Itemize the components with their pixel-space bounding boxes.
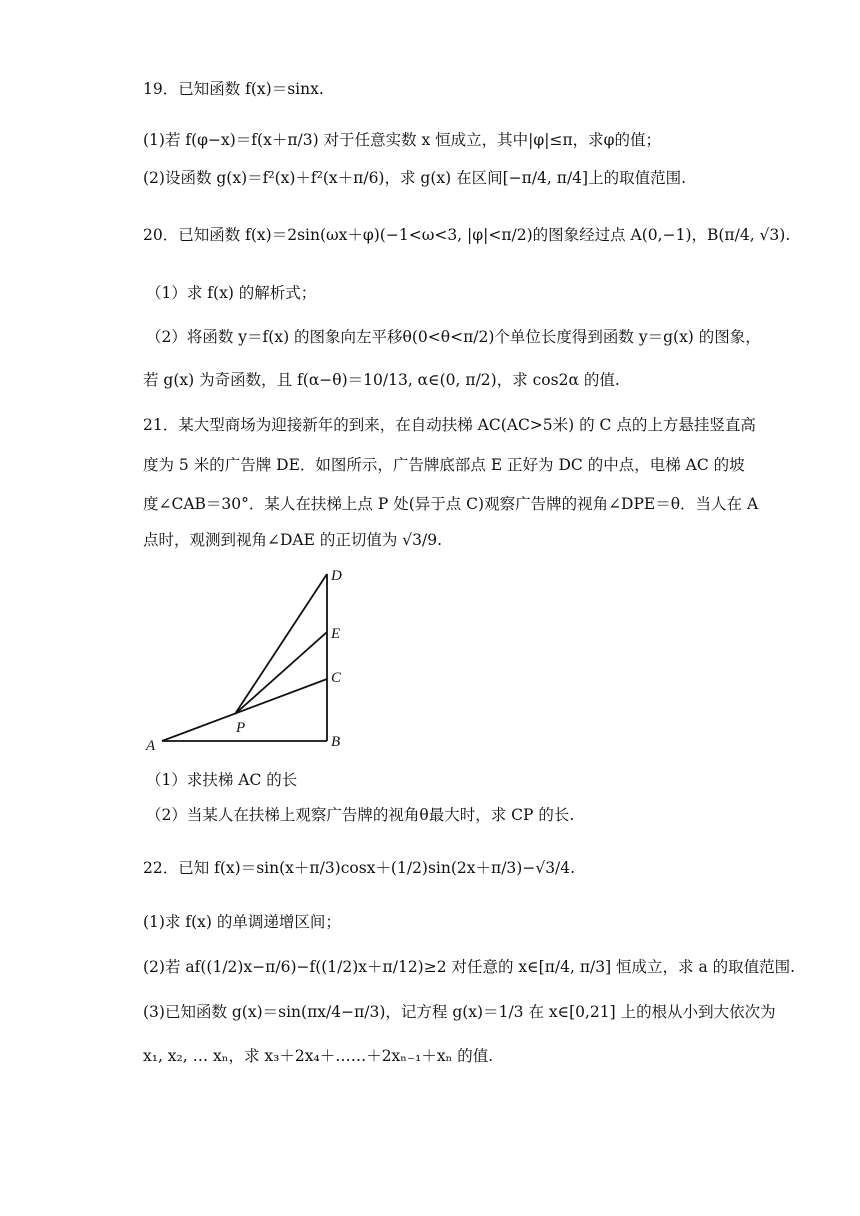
q22-stem: 22．已知 f(x)＝sin(x＋π/3)cosx＋(1/2)sin(2x＋π/3)−√3/4. (143, 859, 576, 877)
label-a: A (146, 738, 156, 754)
label-b: B (331, 734, 341, 750)
q19-stem: 19．已知函数 f(x)＝sinx. (143, 80, 324, 98)
q22-part3-line2: x₁, x₂, … xₙ，求 x₃＋2x₄＋……＋2xₙ₋₁＋xₙ 的值. (143, 1047, 494, 1065)
q21-part2: （2）当某人在扶梯上观察广告牌的视角θ最大时，求 CP 的长. (146, 806, 575, 824)
q19-part1: (1)若 f(φ−x)＝f(x＋π/3) 对于任意实数 x 恒成立，其中|φ|≤π，求φ的值； (143, 131, 661, 149)
q21-part1: （1）求扶梯 AC 的长 (146, 771, 298, 789)
label-p: P (236, 720, 246, 736)
q21-line2: 度为 5 米的广告牌 DE．如图所示，广告牌底部点 E 正好为 DC 的中点，电梯 AC 的坡 (143, 456, 745, 474)
q22-part3-line1: (3)已知函数 g(x)＝sin(πx/4−π/3)，记方程 g(x)＝1/3 在 x∈[0,21] 上的根从小到大依次为 (143, 1003, 776, 1021)
q19-part2: (2)设函数 g(x)＝f²(x)＋f²(x＋π/6)，求 g(x) 在区间[−π/4, π/4]上的取值范围. (143, 169, 687, 187)
label-d: D (331, 568, 342, 584)
q22-part2: (2)若 af((1/2)x−π/6)−f((1/2)x＋π/12)≥2 对任意的 x∈[π/4, π/3] 恒成立，求 a 的取值范围. (143, 958, 796, 976)
q21-line3: 度∠CAB＝30°．某人在扶梯上点 P 处(异于点 C)观察广告牌的视角∠DPE＝θ．当人在 A (143, 495, 759, 513)
q20-stem: 20．已知函数 f(x)＝2sin(ωx＋φ)(−1<ω<3, |φ|<π/2)的图象经过点 A(0,−1)，B(π/4, √3). (143, 226, 791, 244)
q20-part1: （1）求 f(x) 的解析式； (146, 284, 317, 302)
q20-part2-line2: 若 g(x) 为奇函数，且 f(α−θ)＝10/13, α∈(0, π/2)，求 cos2α 的值. (143, 371, 620, 389)
q20-part2-line1: （2）将函数 y＝f(x) 的图象向左平移θ(0<θ<π/2)个单位长度得到函数 y＝g(x) 的图象， (146, 328, 761, 346)
label-e: E (331, 626, 341, 642)
label-c: C (331, 670, 342, 686)
escalator-figure (140, 564, 360, 756)
q22-part1: (1)求 f(x) 的单调递增区间； (143, 913, 341, 931)
q21-line4: 点时，观测到视角∠DAE 的正切值为 √3/9. (143, 531, 443, 549)
q21-line1: 21．某大型商场为迎接新年的到来，在自动扶梯 AC(AC>5米) 的 C 点的上方悬挂竖直高 (143, 416, 756, 434)
